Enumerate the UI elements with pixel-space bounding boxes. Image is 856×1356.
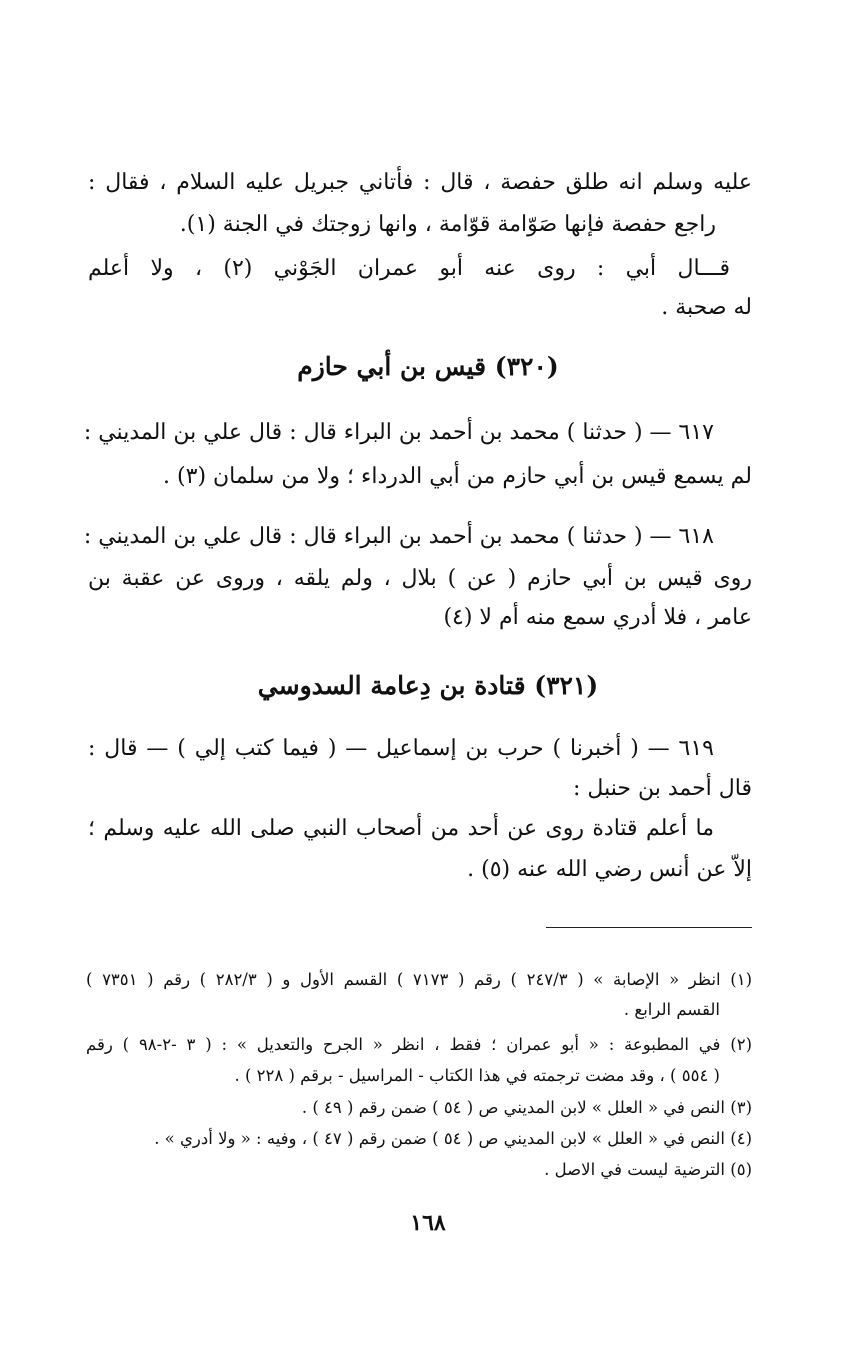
footnote-divider <box>546 927 752 928</box>
footnote-4: (٤) النص في « العلل » لابن المديني ص ( ٥٤ ) ضمن رقم ( ٤٧ ) ، وفيه : « ولا أدري » . <box>154 1129 752 1148</box>
footnote-2-line-2: ( ٥٥٤ ) ، وقد مضت ترجمته في هذا الكتاب - المراسيل - برقم ( ٢٢٨ ) . <box>234 1066 720 1085</box>
entry-618-line-2: روى قيس بن أبي حازم ( عن ) بلال ، ولم يلقه ، وروى عن عقبة بن <box>88 566 752 591</box>
entry-617-line-2: لم يسمع قيس بن أبي حازم من أبي الدرداء ؛ ولا من سلمان (٣) . <box>163 464 752 489</box>
intro-line-2: راجع حفصة فإنها صَوّامة قوّامة ، وانها زوجتك في الجنة (١). <box>179 212 716 237</box>
intro-line-1: عليه وسلم انه طلق حفصة ، قال : فأتاني جبريل عليه السلام ، فقال : <box>88 170 752 195</box>
footnote-1-line-1: (١) انظر « الإصابة » ( ٢٤٧/٣ ) رقم ( ٧١٧٣ ) القسم الأول و ( ٢٨٢/٣ ) رقم ( ٧٣٥١ ) <box>86 970 752 989</box>
page-number: ١٦٨ <box>410 1210 446 1236</box>
footnote-1-line-2: القسم الرابع . <box>623 1000 720 1019</box>
entry-619-line-3: ما أعلم قتادة روى عن أحد من أصحاب النبي صلى الله عليه وسلم ؛ <box>88 816 714 841</box>
footnote-3: (٣) النص في « العلل » لابن المديني ص ( ٥٤ ) ضمن رقم ( ٤٩ ) . <box>301 1098 752 1117</box>
footnote-2-line-1: (٢) في المطبوعة : « أبو عمران ؛ فقط ، انظر « الجرح والتعديل » : ( ٣ -٢-٩٨ ) رقم <box>86 1035 753 1054</box>
section-heading-320: (٣٢٠) قيس بن أبي حازم <box>297 352 559 381</box>
intro-line-4: له صحبة . <box>661 295 752 320</box>
entry-619-line-2: قال أحمد بن حنبل : <box>573 776 752 801</box>
entry-619-line-1: ٦١٩ — ( أخبرنا ) حرب بن إسماعيل — ( فيما كتب إلي ) — قال : <box>88 736 714 761</box>
intro-line-3: قـــال أبي : روى عنه أبو عمران الجَوْني (٢) ، ولا أعلم <box>88 256 731 281</box>
entry-619-line-4: إلاّ عن أنس رضي الله عنه (٥) . <box>467 857 752 882</box>
entry-618-line-1: ٦١٨ — ( حدثنا ) محمد بن أحمد بن البراء قال : قال علي بن المديني : <box>83 524 714 549</box>
section-heading-321: (٣٢١) قتادة بن دِعامة السدوسي <box>257 671 599 700</box>
footnote-5: (٥) الترضية ليست في الاصل . <box>544 1160 752 1179</box>
entry-617-line-1: ٦١٧ — ( حدثنا ) محمد بن أحمد بن البراء قال : قال علي بن المديني : <box>83 420 714 445</box>
entry-618-line-3: عامر ، فلا أدري سمع منه أم لا (٤) <box>443 605 752 630</box>
